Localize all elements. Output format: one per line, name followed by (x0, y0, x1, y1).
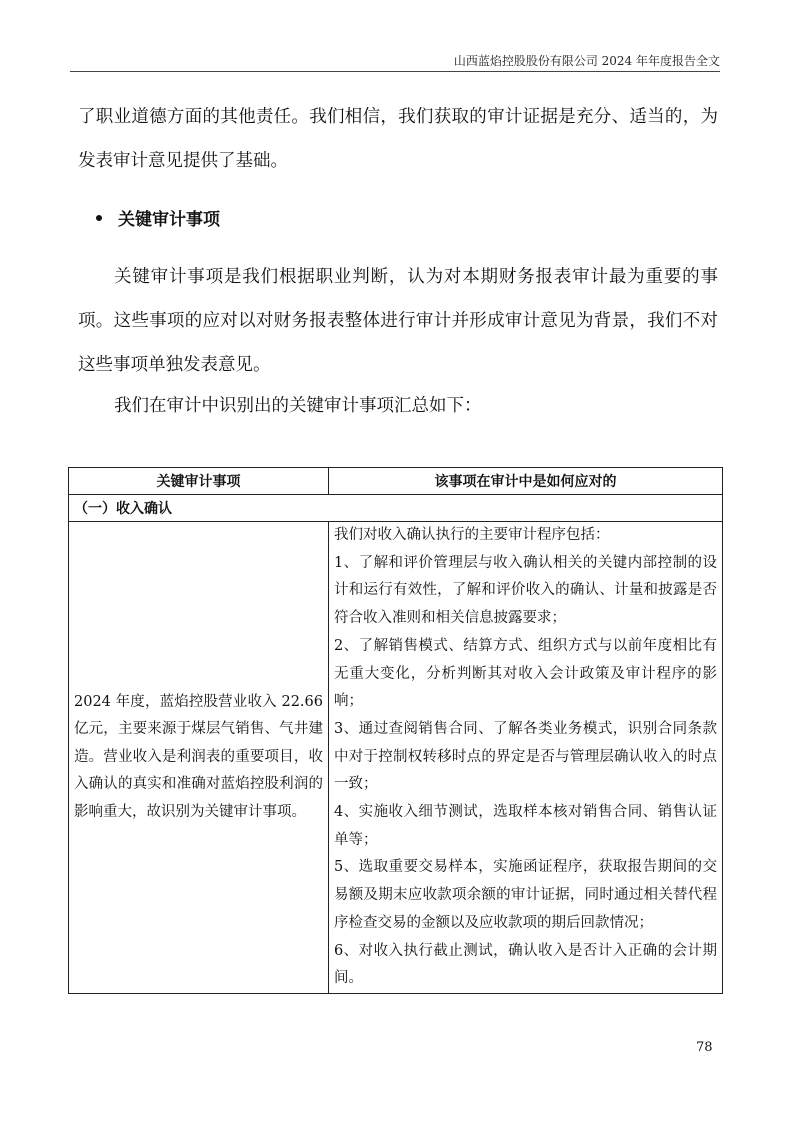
matter-description: 2024 年度，蓝焰控股营业收入 22.66 亿元，主要来源于煤层气销售、气井建造。营业收入是利润表的重要项目，收入确认的真实和准确对蓝焰控股利润的影响重大，故识别为关键审计事项。 (69, 522, 329, 994)
section-heading (96, 200, 220, 240)
bullet-icon (96, 215, 102, 221)
response-item-6: 6、对收入执行截止测试，确认收入是否计入正确的会计期间。 (334, 942, 717, 987)
paragraph-kam-summary-intro: 我们在审计中识别出的关键审计事项汇总如下： (114, 396, 482, 416)
paragraph-kam-definition: 关键审计事项是我们根据职业判断，认为对本期财务报表审计最为重要的事项。这些事项的应对以对财务报表整体进行审计并形成审计意见为背景，我们不对这些事项单独发表意见。 (78, 267, 718, 375)
response-item-3: 3、通过查阅销售合同、了解各类业务模式，识别合同条款中对于控制权转移时点的界定是否与管理层确认收入的时点一致； (334, 720, 717, 793)
key-audit-matters-table (68, 467, 723, 994)
table-header-response: 该事项在审计中是如何应对的 (329, 468, 723, 495)
header-rule (70, 71, 720, 72)
table-section-title: （一）收入确认 (69, 495, 723, 522)
response-intro: 我们对收入确认执行的主要审计程序包括： (334, 527, 610, 543)
running-header: 山西蓝焰控股股份有限公司 2024 年年度报告全文 (453, 54, 720, 68)
response-item-5: 5、选取重要交易样本，实施函证程序，获取报告期间的交易额及期末应收款项余额的审计证据，同时通过相关替代程序检查交易的金额以及应收款项的期后回款情况； (334, 859, 717, 931)
response-item-2: 2、了解销售模式、结算方式、组织方式与以前年度相比有无重大变化，分析判断其对收入会计政策及审计程序的影响； (334, 637, 717, 710)
response-item-1: 1、了解和评价管理层与收入确认相关的关键内部控制的设计和运行有效性，了解和评价收入的确认、计量和披露是否符合收入准则和相关信息披露要求； (334, 554, 717, 627)
table-header-row (69, 468, 723, 495)
table-section-row (69, 495, 723, 522)
response-item-4: 4、实施收入细节测试，选取样本核对销售合同、销售认证单等； (334, 804, 717, 848)
audit-response (329, 522, 723, 994)
table-header-matter: 关键审计事项 (69, 468, 329, 495)
page-number: 78 (696, 1040, 713, 1055)
section-heading-text: 关键审计事项 (118, 210, 220, 230)
table-row (69, 522, 723, 994)
paragraph-opinion-basis: 了职业道德方面的其他责任。我们相信，我们获取的审计证据是充分、适当的，为发表审计意见提供了基础。 (78, 107, 718, 171)
